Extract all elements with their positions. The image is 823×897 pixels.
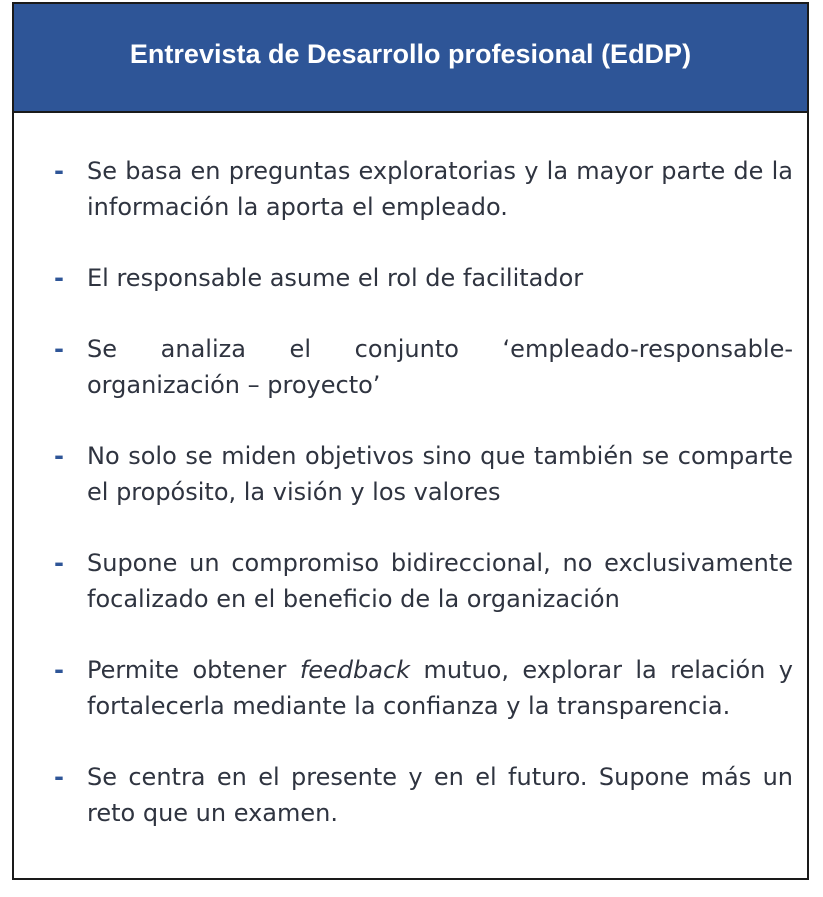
list-item-text: No solo se miden objetivos sino que también se comparte el propósito, la visión y los valores [87, 442, 793, 506]
eddp-card [12, 2, 809, 880]
dash-bullet: - [54, 763, 64, 791]
list-item-text: Supone un compromiso bidireccional, no exclusivamente focalizado en el beneficio de la organización [87, 549, 793, 613]
list-item [54, 759, 793, 831]
feedback-emphasis: feedback [299, 656, 411, 684]
list-item-text: Se centra en el presente y en el futuro. Supone más un reto que un examen. [87, 763, 793, 827]
dash-bullet: - [54, 549, 64, 577]
list-item [54, 545, 793, 617]
list-item [54, 438, 793, 510]
dash-bullet: - [54, 335, 64, 363]
dash-bullet: - [54, 656, 64, 684]
dash-bullet: - [54, 442, 64, 470]
list-item-text: Se analiza el conjunto ‘empleado-responsable-organización – proyecto’ [87, 335, 793, 399]
dash-bullet: - [54, 157, 64, 185]
list-item-text: Permite obtener feedback mutuo, explorar la relación y fortalecerla mediante la confianza y la transparencia. [87, 656, 794, 720]
list-item-text: Se basa en preguntas exploratorias y la mayor parte de la información la aporta el empleado. [87, 157, 793, 221]
dash-bullet: - [54, 264, 64, 292]
list-item-text: El responsable asume el rol de facilitador [87, 264, 584, 292]
list-item [54, 260, 793, 296]
card-title: Entrevista de Desarrollo profesional (EdDP) [129, 39, 692, 69]
list-item [54, 652, 793, 724]
list-item [54, 331, 793, 403]
list-item [54, 153, 793, 225]
card-header [14, 4, 807, 113]
features-list [14, 113, 807, 831]
